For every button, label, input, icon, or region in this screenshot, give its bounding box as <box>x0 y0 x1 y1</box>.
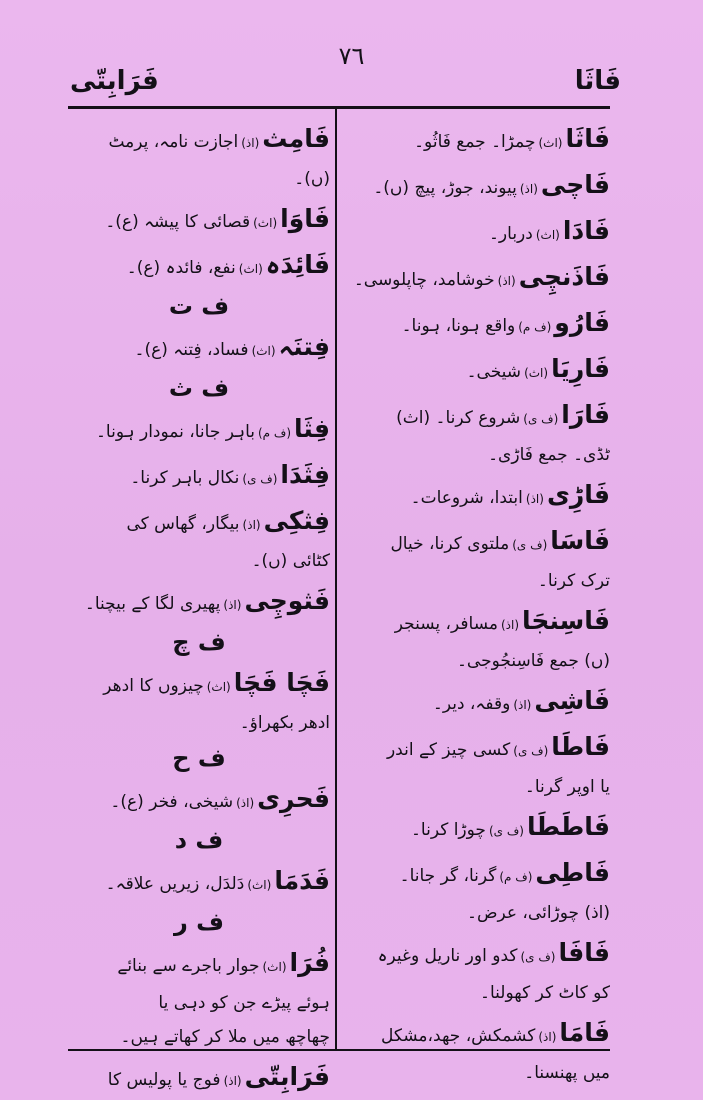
headword: فِثَا <box>294 414 330 443</box>
grammar-abbreviation: (ف م) <box>518 320 552 334</box>
grammar-abbreviation: (ف م) <box>257 426 292 440</box>
dictionary-entry <box>68 452 330 498</box>
definition-text: ٹڈی۔ جمع فَاڑی۔ <box>488 445 610 465</box>
dictionary-entry <box>68 858 330 904</box>
dictionary-entry <box>68 242 330 288</box>
headword: فَاوَا <box>280 204 330 233</box>
dictionary-entry <box>342 162 610 208</box>
grammar-abbreviation: (ف ی) <box>242 472 278 486</box>
grammar-abbreviation: (ف ی) <box>512 538 548 552</box>
definition-text: واقع ہونا، ہونا۔ <box>401 316 516 336</box>
page-header <box>0 0 703 110</box>
dictionary-entry <box>68 578 330 624</box>
definition-text: پیوند، جوڑ، پیچ (ں)۔ <box>373 178 517 198</box>
definition-text: خوشامد، چاپلوسی۔ <box>353 270 495 290</box>
headword: فَدَمَا <box>274 866 330 895</box>
entry-continuation <box>342 564 610 598</box>
grammar-abbreviation: (اث) <box>524 366 549 380</box>
headword: فَاطَا <box>551 732 610 761</box>
header-rule <box>68 106 610 109</box>
dictionary-entry <box>68 498 330 544</box>
definition-text: قصائی کا پیشہ (ع)۔ <box>105 212 251 232</box>
definition-text: کٹائی (ں)۔ <box>251 551 330 571</box>
definition-text: پھیری لگا کے بیچنا۔ <box>84 594 221 614</box>
definition-text: باہر جانا، نمودار ہونا۔ <box>95 422 255 442</box>
definition-text: اجازت نامہ، پرمٹ <box>108 132 239 152</box>
dictionary-entry <box>68 324 330 370</box>
headword: فَامَا <box>559 1018 610 1047</box>
section-heading: ف ح <box>172 744 226 772</box>
dictionary-entry <box>342 850 610 896</box>
definition-text: (اذ) چوڑائی، عرض۔ <box>466 903 610 923</box>
headword: فَاثَا <box>565 124 610 153</box>
definition-text: جوار باجرے سے بنائے <box>117 956 260 976</box>
grammar-abbreviation: (اث) <box>538 136 563 150</box>
dictionary-entry <box>342 392 610 438</box>
grammar-abbreviation: (اث) <box>251 344 276 358</box>
grammar-abbreviation: (ف ی) <box>488 824 524 838</box>
grammar-abbreviation: (اذ) <box>525 492 544 506</box>
grammar-abbreviation: (اذ) <box>538 1030 557 1044</box>
headword: فَچَا فَچَا <box>233 668 330 697</box>
section-heading: ف ث <box>168 374 230 402</box>
dictionary-entry <box>342 678 610 724</box>
definition-text: ابتدا، شروعات۔ <box>410 488 523 508</box>
headword: فَادَا <box>562 216 610 245</box>
headword: فَاطَطَا <box>526 812 610 841</box>
grammar-abbreviation: (اث) <box>206 680 231 694</box>
definition-text: شیخی۔ <box>466 362 522 382</box>
definition-text: کشمکش، جھد،مشکل <box>381 1026 536 1046</box>
grammar-abbreviation: (اث) <box>535 228 560 242</box>
headword: فَارِیَا <box>551 354 610 383</box>
definition-text: چمڑا۔ جمع فَاثُو۔ <box>414 132 536 152</box>
dictionary-entry <box>342 208 610 254</box>
page-number: ٧٦ <box>338 42 365 70</box>
grammar-abbreviation: (اذ) <box>223 598 242 612</box>
dictionary-entry <box>68 406 330 452</box>
headword: فَرَابِتّی <box>244 1062 330 1091</box>
entry-continuation <box>68 544 330 578</box>
definition-text: میں پھنسنا۔ <box>524 1063 610 1083</box>
definition-text: نکال باہر کرنا۔ <box>130 468 240 488</box>
headword: فَاطِی <box>535 858 610 887</box>
entry-continuation <box>342 438 610 472</box>
entry-continuation <box>342 770 610 804</box>
dictionary-entry <box>342 472 610 518</box>
definition-text: کدو اور ناریل وغیرہ <box>377 946 518 966</box>
headword: فَارُو <box>554 308 610 337</box>
definition-text: (ں)۔ <box>294 169 330 189</box>
dictionary-entry <box>342 1010 610 1056</box>
definition-text: چھاچھ میں ملا کر کھاتے ہیں۔ <box>120 1027 330 1047</box>
entry-continuation <box>342 976 610 1010</box>
grammar-abbreviation: (اذ) <box>497 274 516 288</box>
grammar-abbreviation: (اذ) <box>242 518 261 532</box>
dictionary-entry <box>342 254 610 300</box>
headword: فَامِث <box>262 124 330 153</box>
entry-continuation <box>68 706 330 740</box>
catchword-right: فَاثَا <box>574 66 621 96</box>
section-heading: ف ت <box>168 292 230 320</box>
headword: فَاچی <box>540 170 610 199</box>
headword: فِثَدَا <box>280 460 330 489</box>
grammar-abbreviation: (اذ) <box>223 1074 242 1088</box>
definition-text: دَلدَل، زیریں علاقہ۔ <box>105 874 245 894</box>
dictionary-entry <box>342 300 610 346</box>
definition-text: شیخی، فخر (ع)۔ <box>110 792 234 812</box>
grammar-abbreviation: (ف ی) <box>513 744 549 758</box>
dictionary-entry <box>68 660 330 706</box>
dictionary-entry <box>68 1054 330 1100</box>
headword: فَافَا <box>558 938 610 967</box>
headword: فُرَا <box>289 948 330 977</box>
entry-continuation <box>68 986 330 1020</box>
section-heading: ف چ <box>172 628 226 656</box>
grammar-abbreviation: (اث) <box>262 960 287 974</box>
definition-text: ادھر بکھراؤ۔ <box>239 713 330 733</box>
headword: فَثوچِی <box>244 586 330 615</box>
section-heading: ف د <box>174 826 224 854</box>
section-heading: ف ر <box>173 908 225 936</box>
dictionary-entry <box>342 116 610 162</box>
entry-continuation <box>68 162 330 196</box>
dictionary-entry <box>342 518 610 564</box>
dictionary-entry <box>68 196 330 242</box>
grammar-abbreviation: (اذ) <box>513 698 532 712</box>
left-column <box>68 116 330 1100</box>
headword: فَاشِی <box>534 686 610 715</box>
dictionary-entry <box>342 930 610 976</box>
definition-text: یا اوپر گرنا۔ <box>524 777 610 797</box>
definition-text: گرنا، گر جانا۔ <box>399 866 497 886</box>
grammar-abbreviation: (ف م) <box>499 870 533 884</box>
definition-text: بیگار، گھاس کی <box>126 514 240 534</box>
headword: فَاذَنچِی <box>518 262 610 291</box>
grammar-abbreviation: (اذ) <box>236 796 255 810</box>
definition-text: کسی چیز کے اندر <box>386 740 511 760</box>
headword: فَاسِنجَا <box>522 606 610 635</box>
grammar-abbreviation: (اذ) <box>241 136 260 150</box>
definition-text: دربار۔ <box>488 224 533 244</box>
grammar-abbreviation: (اذ) <box>519 182 538 196</box>
headword: فَائِدَہ <box>265 250 330 279</box>
headword: فِتنَہ <box>278 332 330 361</box>
column-divider <box>335 108 337 1049</box>
definition-text: چیزوں کا ادھر <box>103 676 204 696</box>
dictionary-entry <box>68 940 330 986</box>
dictionary-entry <box>342 346 610 392</box>
dictionary-entry <box>68 116 330 162</box>
definition-text: وقفہ، دیر۔ <box>432 694 511 714</box>
definition-text: ملتوی کرنا، خیال <box>390 534 510 554</box>
right-column <box>342 116 610 1090</box>
dictionary-entry <box>342 804 610 850</box>
headword: فَاسَا <box>550 526 610 555</box>
headword: فَحرِی <box>257 784 330 813</box>
dictionary-entry <box>68 776 330 822</box>
entry-continuation <box>342 644 610 678</box>
definition-text: کو کاٹ کر کھولنا۔ <box>480 983 610 1003</box>
definition-text: چوڑا کرنا۔ <box>410 820 486 840</box>
definition-text: فوج یا پولیس کا <box>107 1070 221 1090</box>
definition-text: نفع، فائدہ (ع)۔ <box>126 258 236 278</box>
definition-text: شروع کرنا۔ (اث) <box>396 408 521 428</box>
entry-continuation <box>68 1020 330 1054</box>
grammar-abbreviation: (اث) <box>253 216 278 230</box>
headword: فِثکِی <box>263 506 330 535</box>
dictionary-entry <box>342 598 610 644</box>
dictionary-entry <box>342 724 610 770</box>
grammar-abbreviation: (اث) <box>247 878 272 892</box>
catchword-left: فَرَابِتّی <box>70 66 159 96</box>
grammar-abbreviation: (ف ی) <box>523 412 559 426</box>
definition-text: ہوئے پیڑے جن کو دہی یا <box>158 993 330 1013</box>
definition-text: (ں) جمع فَاسِنجُوجی۔ <box>456 651 610 671</box>
grammar-abbreviation: (ف ی) <box>520 950 556 964</box>
headword: فَارَا <box>561 400 610 429</box>
grammar-abbreviation: (اث) <box>238 262 263 276</box>
definition-text: ترک کرنا۔ <box>537 571 610 591</box>
definition-text: مسافر، پسنجر <box>394 614 498 634</box>
definition-text: فساد، فِتنہ (ع)۔ <box>134 340 249 360</box>
entry-continuation <box>342 896 610 930</box>
headword: فَاڑِی <box>546 480 610 509</box>
entry-continuation <box>342 1056 610 1090</box>
grammar-abbreviation: (اذ) <box>501 618 520 632</box>
